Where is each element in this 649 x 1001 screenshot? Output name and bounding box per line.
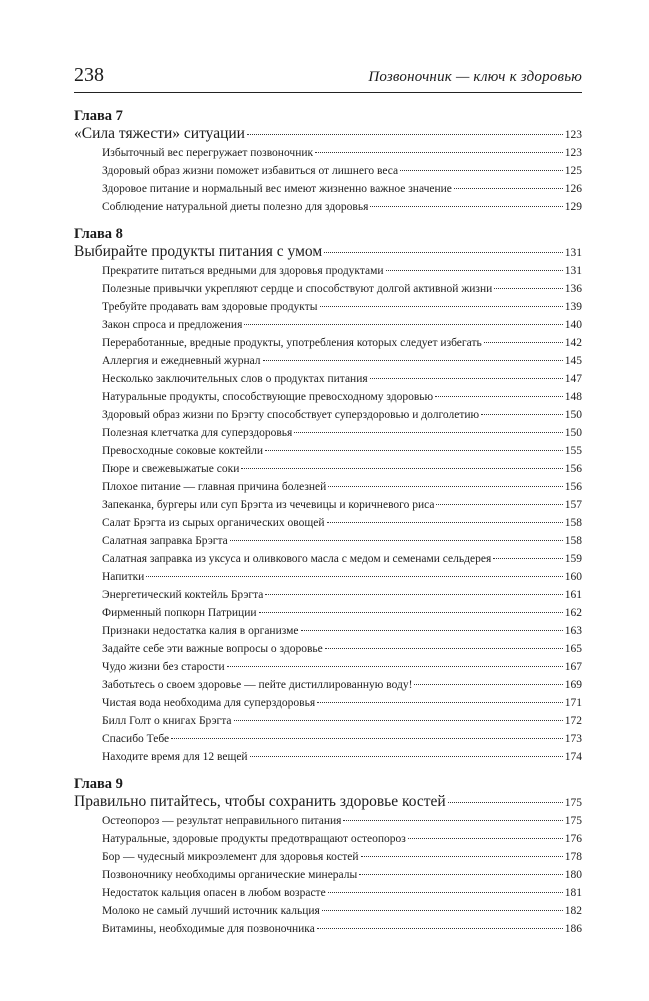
- dot-leader: [265, 593, 562, 595]
- page-number: 238: [74, 64, 104, 86]
- toc-entry-title: Задайте себе эти важные вопросы о здоровье: [102, 643, 323, 655]
- chapter-title-row: [74, 124, 582, 144]
- dot-leader: [317, 927, 563, 929]
- toc-entry-title: Плохое питание — главная причина болезней: [102, 481, 327, 493]
- dot-leader: [247, 133, 563, 135]
- dot-leader: [361, 855, 563, 857]
- chapter-title-row-title: «Сила тяжести» ситуации: [74, 125, 245, 142]
- toc-entry: [74, 460, 582, 478]
- dot-leader: [448, 801, 563, 803]
- dot-leader: [494, 287, 562, 289]
- toc-entry-title: Салатная заправка Брэгта: [102, 535, 228, 547]
- dot-leader: [493, 557, 563, 559]
- toc-entry: [74, 550, 582, 568]
- toc-entry-title: Находите время для 12 вещей: [102, 751, 248, 763]
- toc-entry: [74, 280, 582, 298]
- toc-entry-page: 155: [564, 445, 582, 457]
- running-title: Позвоночник — ключ к здоровью: [368, 69, 582, 85]
- toc-entry-page: 157: [564, 499, 582, 511]
- toc-entry-page: 182: [564, 905, 582, 917]
- dot-leader: [317, 701, 563, 703]
- toc-entry: [74, 748, 582, 766]
- toc-entry-page: 147: [564, 373, 582, 385]
- toc-entry: [74, 730, 582, 748]
- toc-entry: [74, 180, 582, 198]
- dot-leader: [234, 719, 563, 721]
- chapter-label: Глава 7: [74, 108, 123, 124]
- toc-entry-page: 165: [564, 643, 582, 655]
- toc-entry: [74, 920, 582, 938]
- toc-entry-title: Признаки недостатка калия в организме: [102, 625, 299, 637]
- chapter-title-row-page: 123: [564, 129, 582, 141]
- toc-entry-title: Натуральные, здоровые продукты предотвращают остеопороз: [102, 833, 406, 845]
- toc-entry-title: Позвоночнику необходимы органические минералы: [102, 869, 358, 881]
- dot-leader: [328, 485, 562, 487]
- dot-leader: [263, 359, 563, 361]
- toc-entry-title: Молоко не самый лучший источник кальция: [102, 905, 320, 917]
- toc-entry-page: 145: [564, 355, 582, 367]
- toc-entry-page: 148: [564, 391, 582, 403]
- toc-entry: [74, 676, 582, 694]
- toc-entry-page: 123: [564, 147, 582, 159]
- toc-entry-title: Энергетический коктейль Брэгта: [102, 589, 264, 601]
- table-of-contents: [74, 108, 582, 948]
- toc-entry-title: Остеопороз — результат неправильного питания: [102, 815, 342, 827]
- dot-leader: [386, 269, 563, 271]
- toc-entry-title: Салат Брэгта из сырых органических овощей: [102, 517, 325, 529]
- toc-entry-page: 158: [564, 517, 582, 529]
- dot-leader: [400, 169, 563, 171]
- chapter-title-row-title: Правильно питайтесь, чтобы сохранить здоровье костей: [74, 793, 446, 810]
- dot-leader: [408, 837, 563, 839]
- toc-entry: [74, 830, 582, 848]
- dot-leader: [227, 665, 563, 667]
- toc-entry-title: Полезные привычки укрепляют сердце и способствуют долгой активной жизни: [102, 283, 493, 295]
- toc-entry-page: 159: [564, 553, 582, 565]
- toc-entry-page: 186: [564, 923, 582, 935]
- toc-entry-title: Запеканка, бургеры или суп Брэгта из чечевицы и коричневого риса: [102, 499, 435, 511]
- dot-leader: [435, 395, 563, 397]
- dot-leader: [230, 539, 563, 541]
- dot-leader: [436, 503, 562, 505]
- toc-entry: [74, 388, 582, 406]
- dot-leader: [146, 575, 562, 577]
- dot-leader: [359, 873, 563, 875]
- toc-entry: [74, 370, 582, 388]
- dot-leader: [241, 467, 562, 469]
- toc-entry: [74, 812, 582, 830]
- chapter-section: [74, 108, 582, 216]
- toc-entry-title: Здоровый образ жизни поможет избавиться от лишнего веса: [102, 165, 399, 177]
- toc-entry-title: Чудо жизни без старости: [102, 661, 225, 673]
- chapter-label: Глава 8: [74, 226, 123, 242]
- chapter-title-row-title: Выбирайте продукты питания с умом: [74, 243, 323, 260]
- toc-entry-page: 150: [564, 409, 582, 421]
- toc-entry: [74, 902, 582, 920]
- toc-entry-page: 163: [564, 625, 582, 637]
- toc-entry: [74, 658, 582, 676]
- toc-entry-page: 167: [564, 661, 582, 673]
- dot-leader: [327, 521, 563, 523]
- toc-entry: [74, 866, 582, 884]
- toc-entry: [74, 316, 582, 334]
- toc-entry: [74, 198, 582, 216]
- toc-entry-title: Несколько заключительных слов о продуктах питания: [102, 373, 368, 385]
- toc-entry-title: Чистая вода необходима для суперздоровья: [102, 697, 316, 709]
- toc-entry-page: 178: [564, 851, 582, 863]
- toc-entry-page: 161: [564, 589, 582, 601]
- toc-entry-page: 162: [564, 607, 582, 619]
- toc-entry-page: 156: [564, 481, 582, 493]
- chapter-title-row: [74, 792, 582, 812]
- toc-entry-title: Салатная заправка из уксуса и оливкового масла с медом и семенами сельдерея: [102, 553, 492, 565]
- toc-entry-page: 125: [564, 165, 582, 177]
- dot-leader: [320, 305, 563, 307]
- toc-entry-page: 169: [564, 679, 582, 691]
- dot-leader: [250, 755, 563, 757]
- dot-leader: [325, 647, 563, 649]
- dot-leader: [171, 737, 563, 739]
- toc-entry: [74, 848, 582, 866]
- dot-leader: [370, 377, 563, 379]
- toc-entry-page: 180: [564, 869, 582, 881]
- toc-entry: [74, 442, 582, 460]
- chapter-title-row-page: 131: [564, 247, 582, 259]
- toc-entry: [74, 424, 582, 442]
- toc-entry: [74, 712, 582, 730]
- dot-leader: [301, 629, 563, 631]
- toc-entry-page: 171: [564, 697, 582, 709]
- toc-entry-title: Переработанные, вредные продукты, употребления которых следует избегать: [102, 337, 482, 349]
- toc-entry: [74, 604, 582, 622]
- dot-leader: [370, 205, 562, 207]
- dot-leader: [294, 431, 562, 433]
- toc-entry: [74, 298, 582, 316]
- chapter-section: [74, 226, 582, 766]
- toc-entry: [74, 144, 582, 162]
- toc-entry-title: Прекратите питаться вредными для здоровья продуктами: [102, 265, 384, 277]
- dot-leader: [454, 187, 563, 189]
- toc-entry: [74, 496, 582, 514]
- toc-entry-title: Фирменный попкорн Патриции: [102, 607, 257, 619]
- dot-leader: [315, 151, 563, 153]
- toc-entry-title: Бор — чудесный микроэлемент для здоровья костей: [102, 851, 359, 863]
- toc-entry-page: 172: [564, 715, 582, 727]
- toc-entry-title: Билл Голт о книгах Брэгта: [102, 715, 232, 727]
- toc-entry: [74, 262, 582, 280]
- toc-entry: [74, 586, 582, 604]
- toc-entry-page: 181: [564, 887, 582, 899]
- dot-leader: [328, 891, 563, 893]
- dot-leader: [481, 413, 563, 415]
- toc-entry-page: 175: [564, 815, 582, 827]
- toc-entry: [74, 622, 582, 640]
- toc-entry-page: 140: [564, 319, 582, 331]
- toc-entry: [74, 478, 582, 496]
- dot-leader: [343, 819, 562, 821]
- toc-entry-title: Соблюдение натуральной диеты полезно для здоровья: [102, 201, 369, 213]
- toc-entry-page: 176: [564, 833, 582, 845]
- toc-entry-page: 129: [564, 201, 582, 213]
- toc-entry-page: 136: [564, 283, 582, 295]
- dot-leader: [265, 449, 563, 451]
- chapter-title-row: [74, 242, 582, 262]
- toc-entry: [74, 568, 582, 586]
- toc-entry: [74, 640, 582, 658]
- toc-entry-page: 173: [564, 733, 582, 745]
- toc-entry: [74, 352, 582, 370]
- toc-entry: [74, 162, 582, 180]
- toc-entry: [74, 884, 582, 902]
- toc-entry-title: Витамины, необходимые для позвоночника: [102, 923, 315, 935]
- chapter-section: [74, 776, 582, 938]
- toc-entry-title: Закон спроса и предложения: [102, 319, 243, 331]
- toc-entry-title: Избыточный вес перегружает позвоночник: [102, 147, 314, 159]
- toc-entry-title: Полезная клетчатка для суперздоровья: [102, 427, 293, 439]
- toc-entry-title: Пюре и свежевыжатые соки: [102, 463, 240, 475]
- dot-leader: [259, 611, 563, 613]
- toc-entry-title: Здоровый образ жизни по Брэгту способствует суперздоровью и долголетию: [102, 409, 480, 421]
- toc-entry: [74, 532, 582, 550]
- dot-leader: [414, 683, 562, 685]
- toc-entry-page: 131: [564, 265, 582, 277]
- toc-entry-page: 150: [564, 427, 582, 439]
- chapter-label: Глава 9: [74, 776, 123, 792]
- toc-entry: [74, 334, 582, 352]
- toc-entry: [74, 406, 582, 424]
- dot-leader: [244, 323, 562, 325]
- dot-leader: [322, 909, 563, 911]
- toc-entry-title: Натуральные продукты, способствующие превосходному здоровью: [102, 391, 434, 403]
- chapter-title-row-page: 175: [564, 797, 582, 809]
- toc-entry-page: 160: [564, 571, 582, 583]
- page-header: [74, 64, 582, 93]
- toc-entry-title: Превосходные соковые коктейли: [102, 445, 264, 457]
- dot-leader: [484, 341, 563, 343]
- toc-entry-title: Заботьтесь о своем здоровье — пейте дистиллированную воду!: [102, 679, 413, 691]
- toc-entry-title: Аллергия и ежедневный журнал: [102, 355, 261, 367]
- toc-entry-title: Спасибо Тебе: [102, 733, 170, 745]
- toc-entry-page: 142: [564, 337, 582, 349]
- toc-entry-title: Требуйте продавать вам здоровые продукты: [102, 301, 318, 313]
- dot-leader: [324, 251, 563, 253]
- toc-entry-page: 126: [564, 183, 582, 195]
- toc-entry-page: 174: [564, 751, 582, 763]
- toc-entry: [74, 694, 582, 712]
- toc-entry-title: Недостаток кальция опасен в любом возрасте: [102, 887, 326, 899]
- toc-entry-page: 158: [564, 535, 582, 547]
- toc-entry-page: 156: [564, 463, 582, 475]
- toc-entry-title: Здоровое питание и нормальный вес имеют жизненно важное значение: [102, 183, 452, 195]
- toc-entry-title: Напитки: [102, 571, 145, 583]
- toc-entry: [74, 514, 582, 532]
- toc-entry-page: 139: [564, 301, 582, 313]
